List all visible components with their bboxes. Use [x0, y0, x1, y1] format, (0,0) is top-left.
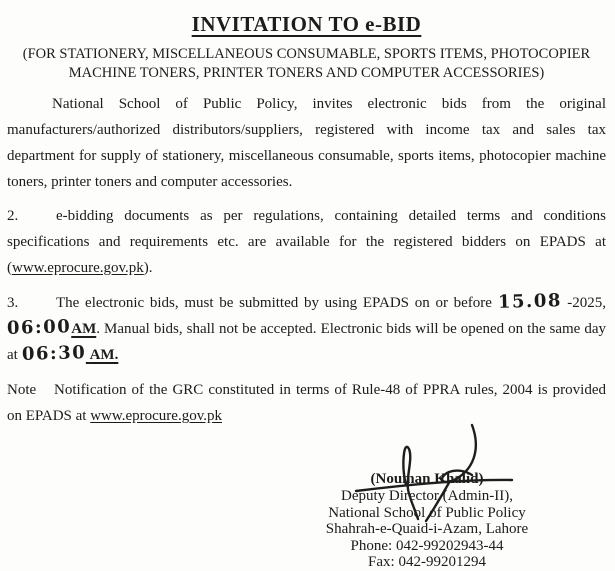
- paragraph-3: [7, 290, 606, 368]
- paragraph-3-number: 3.: [7, 295, 19, 311]
- paragraph-3-text-2: . Manual bids, shall not be accepted. Electronic bids will be opened on the same day at: [7, 321, 606, 363]
- paragraph-3-text-1: The electronic bids, must be submitted by using EPADS on or before: [56, 295, 498, 311]
- signatory-phone: Phone: 042-99202943-44: [350, 537, 504, 554]
- document-title: [7, 12, 606, 37]
- signatory-designation: Deputy Director (Admin-II),: [340, 488, 514, 504]
- subtitle-line-2: MACHINE TONERS, PRINTER TONERS AND COMPUTER ACCESSORIES): [68, 65, 545, 81]
- handwritten-submission-time: 06:00AM: [6, 316, 97, 339]
- paragraph-2-text-end: ).: [143, 260, 153, 276]
- signatory-organization: National School of Public Policy: [328, 504, 526, 521]
- signature-block: [262, 429, 592, 571]
- signature-scribble-icon: [354, 423, 514, 523]
- eprocure-url: www.eprocure.gov.pk: [12, 260, 144, 276]
- signatory-name: (Nouman Khalid): [370, 471, 484, 487]
- signatory-fax: Fax: 042-99201294: [368, 554, 486, 570]
- paragraph-2-number: 2.: [7, 208, 19, 224]
- signatory-address: Shahrah-e-Quaid-i-Azam, Lahore: [325, 521, 529, 537]
- note-label: Note: [7, 382, 37, 398]
- eprocure-url-note: www.eprocure.gov.pk: [90, 408, 222, 424]
- paragraph-3-year: -2025,: [561, 295, 607, 311]
- note-text: Notification of the GRC constituted in terms of Rule-48 of PPRA rules, 2004 is provided on EPADS at: [7, 382, 606, 424]
- handwritten-opening-time: 06:30 AM.: [21, 342, 119, 365]
- document-subtitle: [7, 45, 606, 83]
- document-title-text: INVITATION TO e-BID: [191, 12, 422, 36]
- paragraph-2-text: e-bidding documents as per regulations, containing detailed terms and conditions specifications and requirements etc. are available for the registered bidders on EPADS at (: [7, 208, 606, 276]
- paragraph-2: [7, 203, 606, 281]
- paragraph-intro: National School of Public Policy, invites electronic bids from the original manufacturers/authorized distributors/suppliers, registered with income tax and sales tax department for supply of stationery, miscellaneous consumable, sports items, photocopier machine toners, printer toners and computer accessories.: [7, 96, 606, 190]
- signature-area: [262, 429, 592, 471]
- subtitle-line-1: (FOR STATIONERY, MISCELLANEOUS CONSUMABLE, SPORTS ITEMS, PHOTOCOPIER: [22, 46, 591, 62]
- note-paragraph: [7, 377, 606, 429]
- handwritten-submission-date: 15.08: [497, 290, 562, 313]
